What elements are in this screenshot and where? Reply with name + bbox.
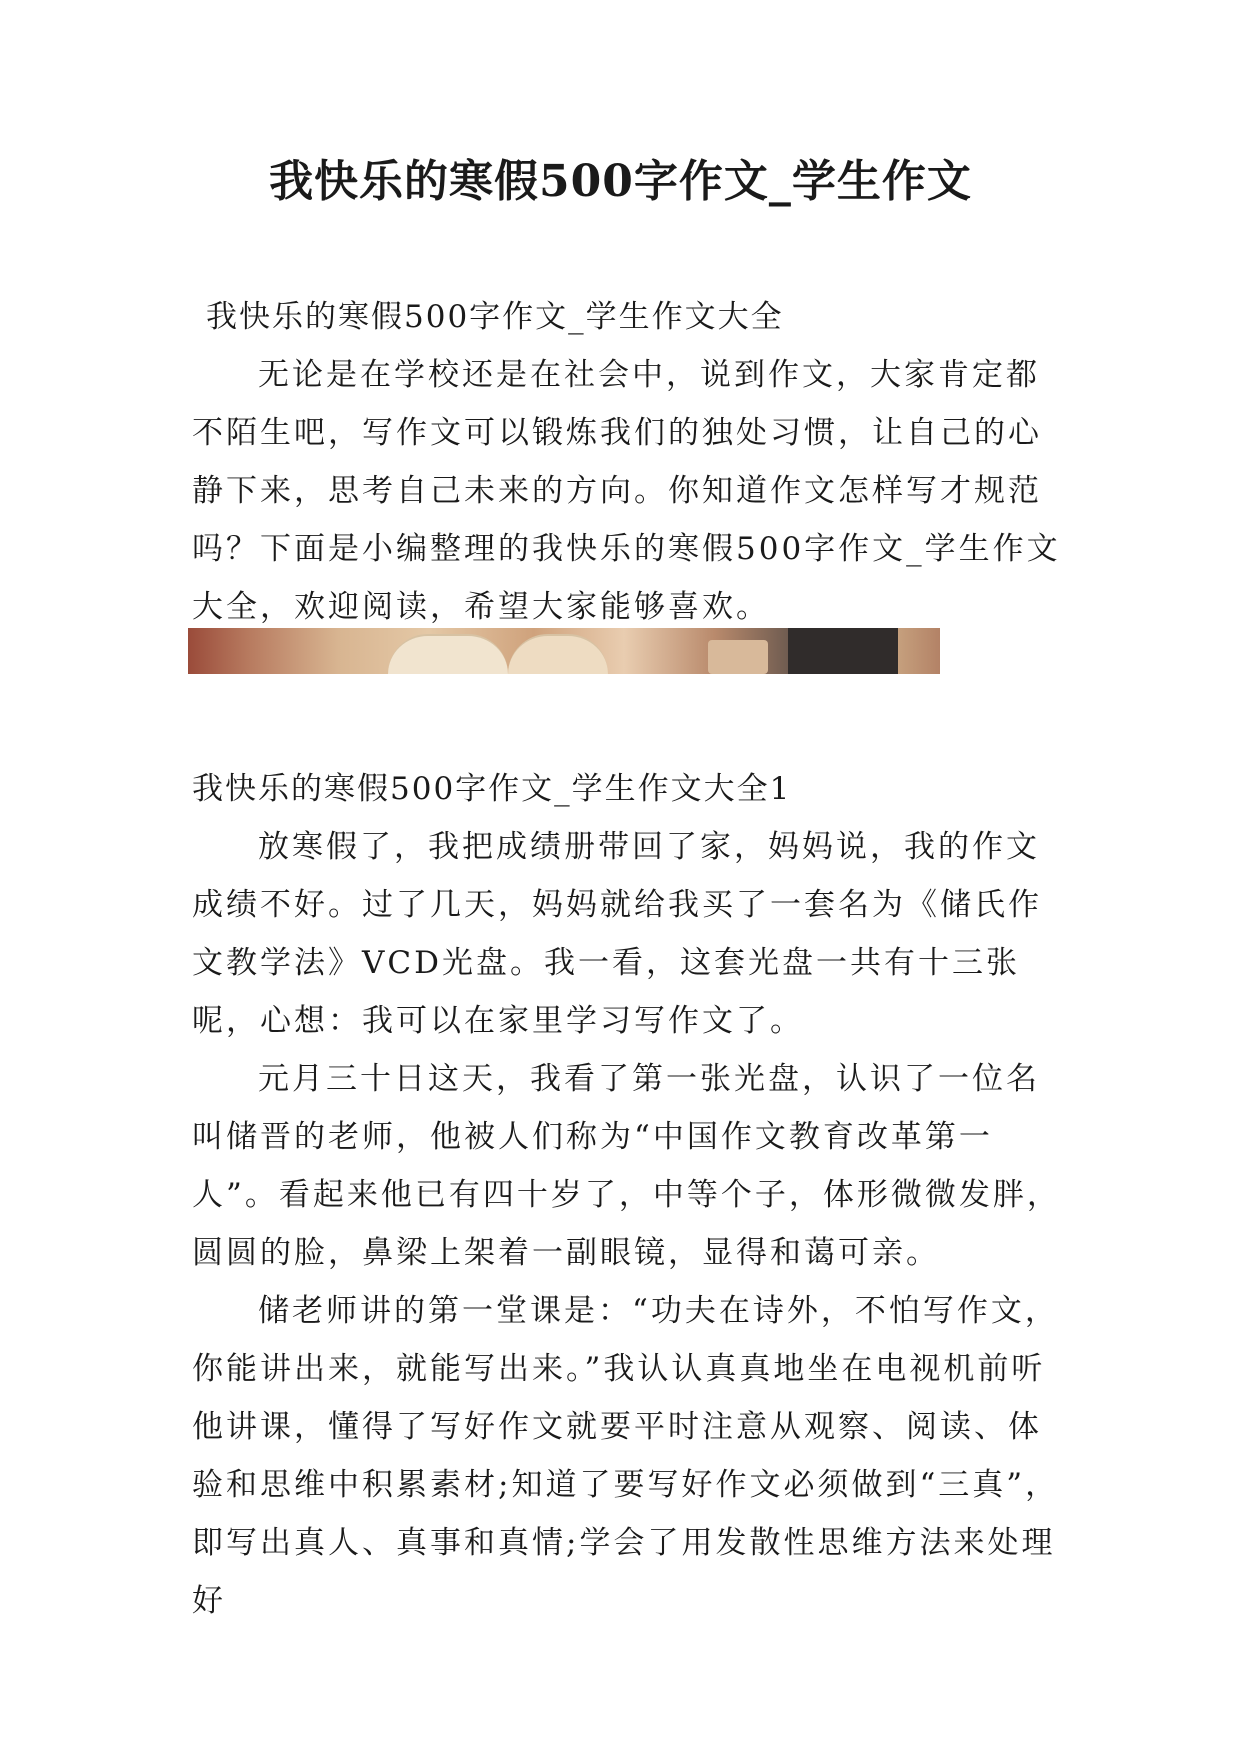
body-paragraph: 储老师讲的第一堂课是：“功夫在诗外，不怕写作文，你能讲出来，就能写出来。”我认认真真地坐在电视机前听他讲课，懂得了写好作文就要平时注意从观察、阅读、体验和思维中积累素材;知道了要写好作文必须做到“三真”，即写出真人、真事和真情;学会了用发散性思维方法来处理好 xyxy=(192,1293,1060,1619)
body-paragraph: 元月三十日这天，我看了第一张光盘，认识了一位名叫储晋的老师，他被人们称为“中国作文教育改革第一人”。看起来他已有四十岁了，中等个子，体形微微发胖，圆圆的脸，鼻梁上架着一副眼镜，显得和蔼可亲。 xyxy=(192,1061,1061,1271)
open-book-shape xyxy=(388,634,508,674)
body-paragraph: 放寒假了，我把成绩册带回了家，妈妈说，我的作文成绩不好。过了几天，妈妈就给我买了一套名为《储氏作文教学法》VCD光盘。我一看，这套光盘一共有十三张呢，心想：我可以在家里学习写作文了。 xyxy=(192,829,1042,1039)
open-book-shape xyxy=(508,634,608,674)
section-heading: 我快乐的寒假500字作文_学生作文大全1 xyxy=(192,771,792,807)
document-subtitle: 我快乐的寒假500字作文_学生作文大全 xyxy=(206,299,784,335)
notebook-shape xyxy=(708,640,768,674)
document-title: 我快乐的寒假500字作文_学生作文 xyxy=(269,156,972,207)
laptop-shape xyxy=(788,628,898,674)
intro-paragraph: 无论是在学校还是在社会中，说到作文，大家肯定都不陌生吧，写作文可以锻炼我们的独处习惯，让自己的心静下来，思考自己未来的方向。你知道作文怎样写才规范吗？下面是小编整理的我快乐的寒假500字作文_学生作文大全，欢迎阅读，希望大家能够喜欢。 xyxy=(192,357,1061,625)
header-photo-image xyxy=(188,628,940,674)
